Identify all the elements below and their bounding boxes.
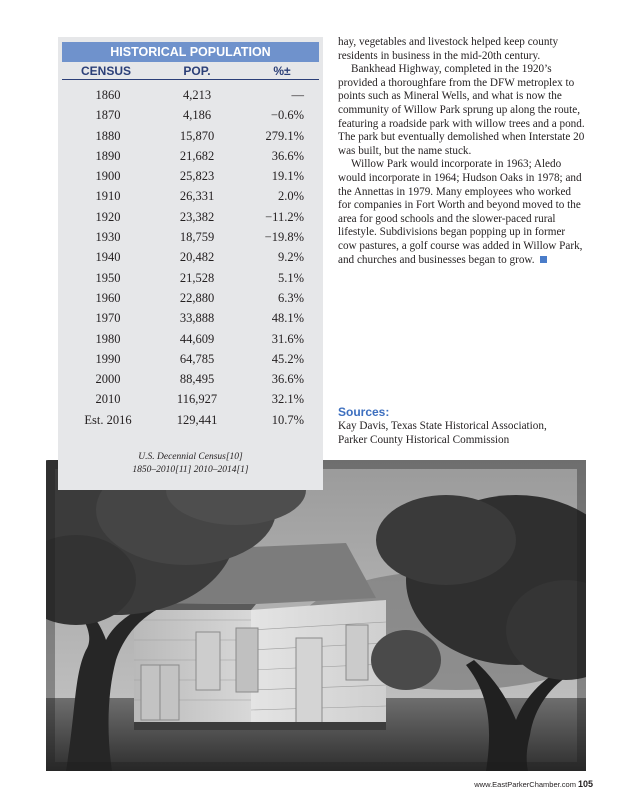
table-row — [62, 308, 319, 328]
cell-pop: 25,823 — [179, 169, 215, 184]
cell-pct: 45.2% — [271, 351, 304, 366]
table-row — [62, 207, 319, 227]
table-row — [62, 329, 319, 349]
table-title: HISTORICAL POPULATION — [62, 42, 319, 62]
cell-pop: 18,759 — [179, 230, 215, 245]
table-row — [62, 186, 319, 206]
table-row — [62, 85, 319, 105]
cell-pop: 21,682 — [179, 148, 215, 163]
cell-pct: — — [291, 88, 304, 102]
cell-pop: 129,441 — [176, 412, 218, 427]
cell-census: 1980 — [95, 331, 121, 346]
header-pct: %± — [273, 64, 291, 78]
table-row — [62, 389, 319, 409]
cell-pop: 4,213 — [182, 88, 212, 102]
table-row — [62, 268, 319, 288]
sources-block — [338, 405, 588, 447]
cell-pct: 36.6% — [271, 372, 304, 387]
cell-census: 1970 — [95, 311, 121, 326]
cell-census: 1930 — [95, 230, 121, 245]
cell-census: 1890 — [95, 148, 121, 163]
cell-pct: 9.2% — [277, 250, 304, 265]
cell-census: 2010 — [95, 392, 121, 407]
table-row — [62, 227, 319, 247]
cell-pct: −0.6% — [270, 108, 304, 123]
cell-census: 1960 — [95, 290, 121, 305]
cell-census: 1910 — [95, 189, 121, 204]
cell-pop: 44,609 — [179, 331, 215, 346]
cell-census: Est. 2016 — [84, 412, 132, 427]
cell-pct: 32.1% — [271, 392, 304, 407]
table-row — [62, 410, 319, 430]
cell-pop: 116,927 — [176, 392, 218, 407]
cell-pct: 10.7% — [271, 412, 304, 427]
cell-pct: 19.1% — [271, 169, 304, 184]
table-row — [62, 126, 319, 146]
table-row — [62, 105, 319, 125]
sources-label: Sources: — [338, 405, 390, 419]
article-paragraph-2: Bankhead Highway, completed in the 1920’s provided a thoroughfare from the DFW metroplex to points such as Mineral Wells, and what is now the community of Willow Park sprung up along the route, featuring a roadside park with willow trees and a pond. The park but eventually demolished when Interstate 20 was built, but the name stuck. — [338, 63, 585, 157]
table-row — [62, 247, 319, 267]
sources-line-2: Parker County Historical Commission — [338, 433, 510, 446]
house-photo — [46, 460, 586, 771]
cell-pct: −19.8% — [264, 230, 304, 245]
cell-pop: 15,870 — [179, 128, 215, 143]
table-row — [62, 369, 319, 389]
table-header-row — [62, 63, 319, 80]
article-paragraph-1: hay, vegetables and livestock helped keep county residents in business in the mid-20th century. — [338, 36, 559, 62]
cell-pct: 48.1% — [271, 311, 304, 326]
cell-census: 1950 — [95, 270, 121, 285]
cell-pct: 2.0% — [277, 189, 304, 204]
cell-census: 1880 — [95, 128, 121, 143]
table-row — [62, 166, 319, 186]
cell-pct: 6.3% — [277, 290, 304, 305]
table-source-line-1: U.S. Decennial Census[10] — [138, 452, 243, 462]
table-source-note — [62, 451, 319, 476]
cell-pct: −11.2% — [265, 209, 304, 224]
cell-pop: 64,785 — [179, 351, 215, 366]
cell-census: 1860 — [95, 88, 121, 102]
cell-pop: 88,495 — [179, 372, 215, 387]
cell-pop: 26,331 — [179, 189, 215, 204]
header-pop: POP. — [183, 64, 211, 78]
cell-pop: 21,528 — [179, 270, 215, 285]
cell-census: 1920 — [95, 209, 121, 224]
cell-pop: 23,382 — [179, 209, 215, 224]
cell-pct: 36.6% — [271, 148, 304, 163]
table-row — [62, 288, 319, 308]
article-body — [338, 36, 586, 267]
historical-population-sidebar — [58, 37, 323, 490]
cell-census: 1870 — [95, 108, 121, 123]
cell-pop: 33,888 — [179, 311, 215, 326]
article-paragraph-3 — [338, 158, 586, 267]
cell-pct: 31.6% — [271, 331, 304, 346]
table-source-line-2: 1850–2010[11] 2010–2014[1] — [132, 464, 249, 475]
table-row — [62, 146, 319, 166]
cell-census: 1940 — [95, 250, 121, 265]
table-body — [62, 85, 319, 430]
cell-pct: 5.1% — [277, 270, 304, 285]
table-row — [62, 349, 319, 369]
page-number: 105 — [577, 779, 593, 789]
footer-website: www.EastParkerChamber.com — [474, 780, 576, 789]
cell-pop: 4,186 — [182, 108, 212, 123]
header-census: CENSUS — [80, 64, 131, 78]
article-paragraph-3-text: Willow Park would incorporate in 1963; Aledo would incorporate in 1964; Hudson Oaks in 1978; and the Annettas in 1979. Many employees who worked for companies in Fort Worth and beyond moved to the area for good schools and the slower-paced rural lifestyle. Subdivisions began popping up in former cow pastures, a golf course was added in Willow Park, and churches and businesses began to grow. — [338, 158, 583, 266]
cell-pop: 22,880 — [179, 290, 215, 305]
end-of-article-square-icon — [540, 256, 547, 263]
page-footer — [474, 779, 593, 789]
cell-census: 1900 — [95, 169, 121, 184]
cell-census: 2000 — [95, 372, 121, 387]
cell-pct: 279.1% — [265, 128, 304, 143]
sources-line-1: Kay Davis, Texas State Historical Association, — [338, 420, 547, 432]
cell-census: 1990 — [95, 351, 121, 366]
cell-pop: 20,482 — [179, 250, 215, 265]
